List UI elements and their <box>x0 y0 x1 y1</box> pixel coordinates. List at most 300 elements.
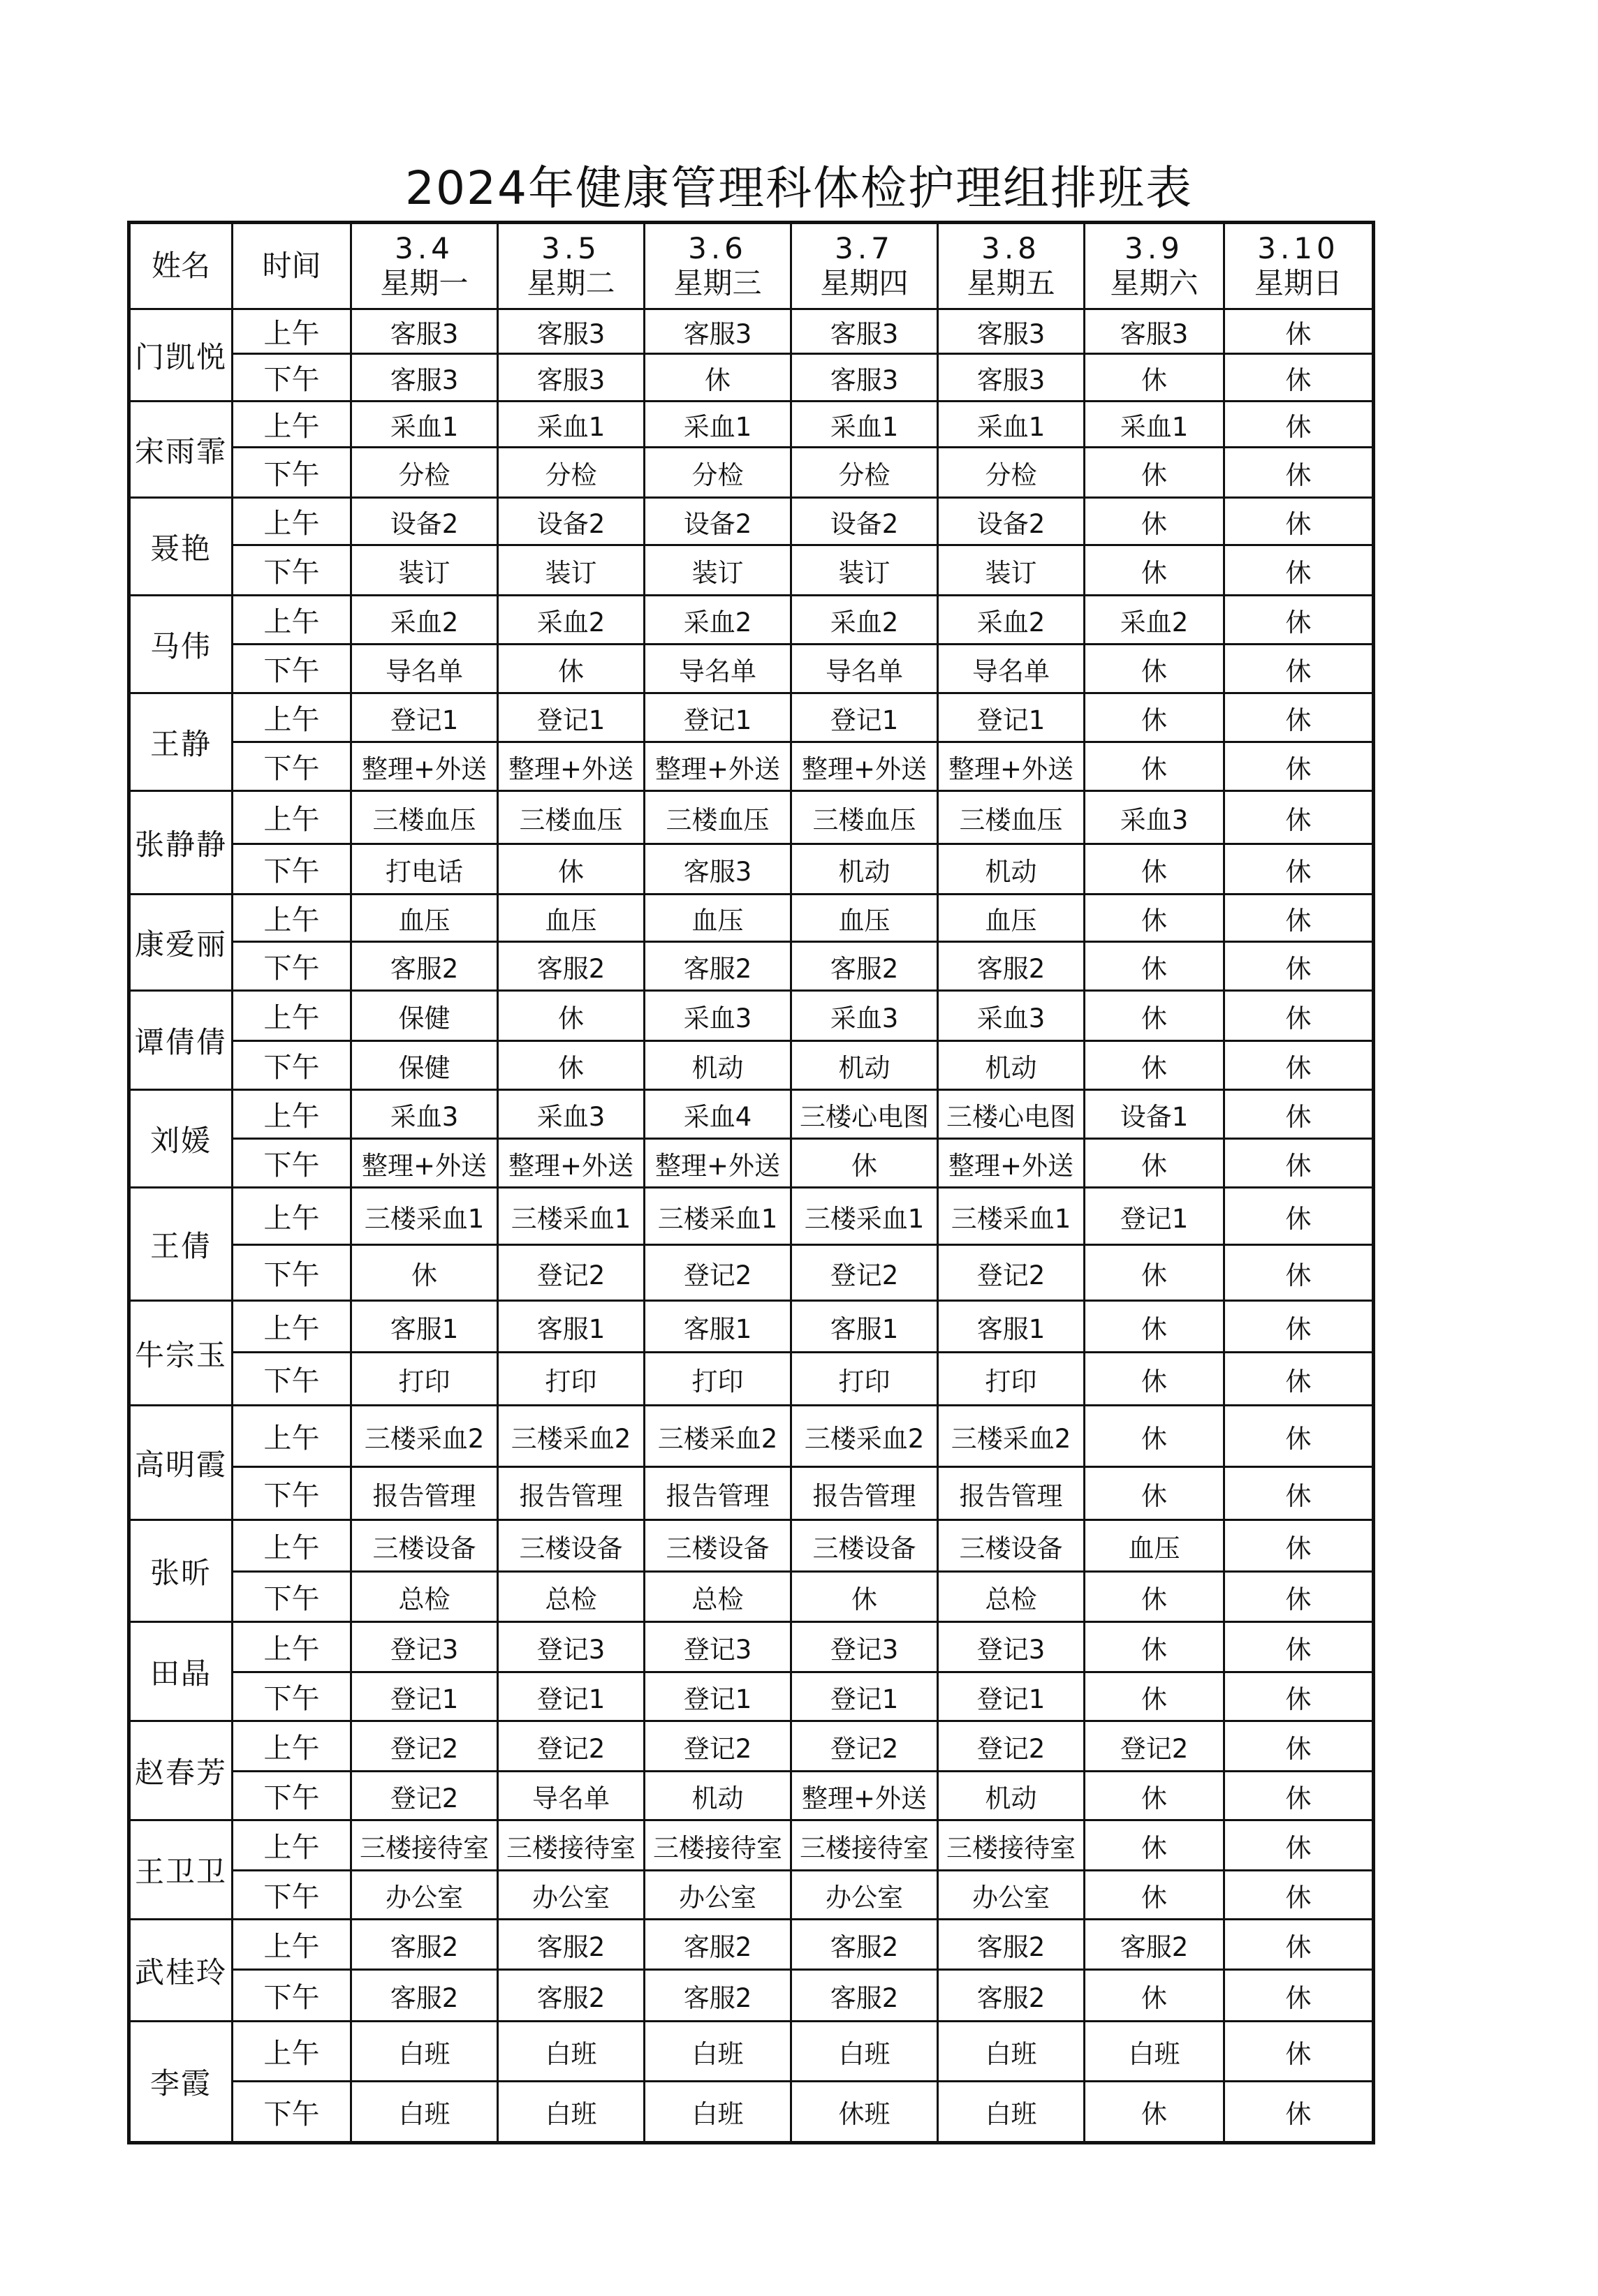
day-date: 3.4 <box>395 231 454 265</box>
staff-name: 谭倩倩 <box>129 991 233 1090</box>
schedule-row <box>129 1406 1374 1467</box>
duty-cell: 采血2 <box>791 596 938 645</box>
duty-cell: 休 <box>1085 942 1224 991</box>
duty-cell: 客服1 <box>645 1301 791 1353</box>
schedule-row <box>129 448 1374 498</box>
period-label: 下午 <box>233 1139 351 1188</box>
duty-cell: 登记2 <box>938 1245 1085 1301</box>
duty-cell: 休 <box>1085 1970 1224 2022</box>
header-row <box>129 223 1374 309</box>
duty-cell: 登记2 <box>1085 1721 1224 1772</box>
schedule-row <box>129 2082 1374 2143</box>
duty-cell: 办公室 <box>791 1871 938 1920</box>
schedule-body <box>129 309 1374 2143</box>
duty-cell: 三楼血压 <box>938 791 1085 844</box>
duty-cell: 登记1 <box>351 693 498 742</box>
duty-cell: 白班 <box>1085 2022 1224 2082</box>
duty-cell: 休 <box>1224 1406 1374 1467</box>
period-label: 下午 <box>233 1772 351 1820</box>
duty-cell: 三楼血压 <box>791 791 938 844</box>
duty-cell: 分检 <box>351 448 498 498</box>
duty-cell: 休 <box>1224 354 1374 402</box>
duty-cell: 保健 <box>351 991 498 1041</box>
duty-cell: 休 <box>1224 1871 1374 1920</box>
schedule-row <box>129 1820 1374 1871</box>
day-column-header <box>1085 223 1224 309</box>
schedule-row <box>129 645 1374 693</box>
duty-cell: 休 <box>1085 1301 1224 1353</box>
duty-cell: 客服2 <box>938 1970 1085 2022</box>
duty-cell: 三楼采血2 <box>498 1406 645 1467</box>
duty-cell: 休 <box>1224 791 1374 844</box>
duty-cell: 分检 <box>498 448 645 498</box>
duty-cell: 休 <box>1224 498 1374 545</box>
duty-cell: 血压 <box>1085 1520 1224 1572</box>
duty-cell: 三楼心电图 <box>938 1090 1085 1139</box>
schedule-row <box>129 1090 1374 1139</box>
period-label: 上午 <box>233 1520 351 1572</box>
duty-cell: 休 <box>1224 942 1374 991</box>
schedule-row <box>129 1721 1374 1772</box>
duty-cell: 设备2 <box>351 498 498 545</box>
duty-cell: 客服2 <box>351 942 498 991</box>
schedule-row <box>129 1871 1374 1920</box>
duty-cell: 客服2 <box>645 942 791 991</box>
day-column-header <box>938 223 1085 309</box>
duty-cell: 采血1 <box>938 402 1085 448</box>
duty-cell: 三楼血压 <box>645 791 791 844</box>
duty-cell: 登记1 <box>938 1672 1085 1721</box>
duty-cell: 客服2 <box>351 1920 498 1970</box>
duty-cell: 客服3 <box>938 309 1085 354</box>
duty-cell: 登记1 <box>498 1672 645 1721</box>
duty-cell: 血压 <box>645 895 791 942</box>
duty-cell: 登记3 <box>645 1622 791 1672</box>
duty-cell: 三楼接待室 <box>498 1820 645 1871</box>
duty-cell: 登记2 <box>791 1245 938 1301</box>
duty-cell: 白班 <box>938 2082 1085 2143</box>
duty-cell: 整理+外送 <box>938 742 1085 791</box>
duty-cell: 休 <box>1224 1820 1374 1871</box>
duty-cell: 登记1 <box>645 693 791 742</box>
duty-cell: 客服2 <box>498 1920 645 1970</box>
day-date: 3.6 <box>688 231 747 265</box>
duty-cell: 客服3 <box>791 309 938 354</box>
duty-cell: 休 <box>1085 1245 1224 1301</box>
period-label: 上午 <box>233 1820 351 1871</box>
duty-cell: 白班 <box>351 2082 498 2143</box>
schedule-row <box>129 2022 1374 2082</box>
schedule-row <box>129 498 1374 545</box>
duty-cell: 三楼采血2 <box>938 1406 1085 1467</box>
duty-cell: 休 <box>1085 1041 1224 1090</box>
duty-cell: 机动 <box>791 1041 938 1090</box>
duty-cell: 设备1 <box>1085 1090 1224 1139</box>
duty-cell: 休 <box>1085 1820 1224 1871</box>
duty-cell: 休 <box>498 1041 645 1090</box>
day-column-header <box>791 223 938 309</box>
duty-cell: 采血3 <box>351 1090 498 1139</box>
duty-cell: 登记1 <box>791 1672 938 1721</box>
duty-cell: 休 <box>1224 1090 1374 1139</box>
duty-cell: 登记3 <box>351 1622 498 1672</box>
duty-cell: 总检 <box>645 1572 791 1622</box>
duty-cell: 休 <box>1085 1467 1224 1520</box>
day-weekday: 星期四 <box>820 266 909 300</box>
duty-cell: 三楼心电图 <box>791 1090 938 1139</box>
duty-cell: 整理+外送 <box>498 742 645 791</box>
duty-cell: 客服2 <box>645 1920 791 1970</box>
schedule-row <box>129 1245 1374 1301</box>
duty-cell: 休 <box>1224 1721 1374 1772</box>
duty-cell: 客服2 <box>498 942 645 991</box>
duty-cell: 导名单 <box>351 645 498 693</box>
schedule-row <box>129 1772 1374 1820</box>
duty-cell: 血压 <box>938 895 1085 942</box>
period-label: 下午 <box>233 1572 351 1622</box>
duty-cell: 三楼设备 <box>645 1520 791 1572</box>
duty-cell: 休 <box>1085 1672 1224 1721</box>
period-label: 下午 <box>233 942 351 991</box>
duty-cell: 分检 <box>791 448 938 498</box>
duty-cell: 休 <box>1224 742 1374 791</box>
duty-cell: 保健 <box>351 1041 498 1090</box>
period-label: 下午 <box>233 645 351 693</box>
schedule-row <box>129 1572 1374 1622</box>
duty-cell: 打印 <box>938 1353 1085 1406</box>
duty-cell: 休 <box>351 1245 498 1301</box>
duty-cell: 采血2 <box>1085 596 1224 645</box>
day-weekday: 星期二 <box>527 266 615 300</box>
duty-cell: 休班 <box>791 2082 938 2143</box>
duty-cell: 客服3 <box>1085 309 1224 354</box>
day-date: 3.9 <box>1124 231 1184 265</box>
staff-name: 高明霞 <box>129 1406 233 1520</box>
period-label: 上午 <box>233 309 351 354</box>
duty-cell: 分检 <box>938 448 1085 498</box>
duty-cell: 整理+外送 <box>938 1139 1085 1188</box>
duty-cell: 休 <box>1224 545 1374 596</box>
duty-cell: 休 <box>1085 545 1224 596</box>
duty-cell: 登记2 <box>938 1721 1085 1772</box>
period-label: 上午 <box>233 693 351 742</box>
duty-cell: 整理+外送 <box>498 1139 645 1188</box>
period-label: 上午 <box>233 1090 351 1139</box>
duty-cell: 整理+外送 <box>791 1772 938 1820</box>
name-column-header: 姓名 <box>129 223 233 309</box>
duty-cell: 登记3 <box>498 1622 645 1672</box>
duty-cell: 登记2 <box>645 1721 791 1772</box>
page-title: 2024年健康管理科体检护理组排班表 <box>405 161 1193 215</box>
duty-cell: 装订 <box>351 545 498 596</box>
schedule-row <box>129 693 1374 742</box>
duty-cell: 打印 <box>645 1353 791 1406</box>
duty-cell: 导名单 <box>498 1772 645 1820</box>
staff-name: 牛宗玉 <box>129 1301 233 1406</box>
period-label: 上午 <box>233 1406 351 1467</box>
duty-cell: 登记2 <box>351 1721 498 1772</box>
schedule-row <box>129 1672 1374 1721</box>
period-label: 下午 <box>233 1672 351 1721</box>
duty-cell: 登记1 <box>498 693 645 742</box>
duty-cell: 机动 <box>938 844 1085 895</box>
period-label: 上午 <box>233 498 351 545</box>
duty-cell: 打印 <box>791 1353 938 1406</box>
duty-cell: 白班 <box>791 2022 938 2082</box>
duty-cell: 休 <box>1224 402 1374 448</box>
duty-cell: 采血3 <box>645 991 791 1041</box>
duty-cell: 整理+外送 <box>351 742 498 791</box>
duty-cell: 打印 <box>351 1353 498 1406</box>
period-label: 上午 <box>233 895 351 942</box>
period-label: 下午 <box>233 545 351 596</box>
duty-cell: 白班 <box>938 2022 1085 2082</box>
duty-cell: 三楼采血1 <box>645 1188 791 1245</box>
duty-cell: 登记1 <box>645 1672 791 1721</box>
duty-cell: 采血2 <box>645 596 791 645</box>
duty-cell: 休 <box>1085 991 1224 1041</box>
staff-name: 聂艳 <box>129 498 233 596</box>
staff-name: 王静 <box>129 693 233 791</box>
duty-cell: 白班 <box>498 2022 645 2082</box>
duty-cell: 休 <box>1224 1970 1374 2022</box>
duty-cell: 休 <box>1224 1772 1374 1820</box>
schedule-row <box>129 1920 1374 1970</box>
duty-cell: 办公室 <box>351 1871 498 1920</box>
duty-cell: 休 <box>1085 844 1224 895</box>
duty-cell: 采血1 <box>498 402 645 448</box>
duty-cell: 客服1 <box>938 1301 1085 1353</box>
schedule-row <box>129 1353 1374 1406</box>
schedule-row <box>129 402 1374 448</box>
duty-cell: 三楼采血1 <box>351 1188 498 1245</box>
schedule-row <box>129 991 1374 1041</box>
duty-cell: 休 <box>1085 895 1224 942</box>
duty-cell: 总检 <box>938 1572 1085 1622</box>
duty-cell: 机动 <box>938 1041 1085 1090</box>
schedule-row <box>129 1139 1374 1188</box>
duty-cell: 整理+外送 <box>645 742 791 791</box>
duty-cell: 采血3 <box>498 1090 645 1139</box>
duty-cell: 报告管理 <box>351 1467 498 1520</box>
period-label: 上午 <box>233 991 351 1041</box>
day-column-header <box>351 223 498 309</box>
duty-cell: 休 <box>1224 1245 1374 1301</box>
staff-name: 李霞 <box>129 2022 233 2143</box>
duty-cell: 总检 <box>498 1572 645 1622</box>
duty-cell: 休 <box>1085 2082 1224 2143</box>
duty-cell: 休 <box>1085 1871 1224 1920</box>
period-label: 下午 <box>233 1353 351 1406</box>
duty-cell: 三楼设备 <box>498 1520 645 1572</box>
duty-cell: 客服2 <box>791 942 938 991</box>
duty-cell: 采血1 <box>791 402 938 448</box>
duty-cell: 报告管理 <box>791 1467 938 1520</box>
duty-cell: 休 <box>1085 742 1224 791</box>
duty-cell: 三楼设备 <box>791 1520 938 1572</box>
duty-cell: 休 <box>1224 1301 1374 1353</box>
staff-name: 马伟 <box>129 596 233 693</box>
staff-name: 张静静 <box>129 791 233 895</box>
duty-cell: 客服1 <box>351 1301 498 1353</box>
duty-cell: 休 <box>791 1139 938 1188</box>
duty-cell: 报告管理 <box>645 1467 791 1520</box>
duty-cell: 休 <box>1085 1139 1224 1188</box>
duty-cell: 登记1 <box>351 1672 498 1721</box>
staff-name: 赵春芳 <box>129 1721 233 1820</box>
schedule-row <box>129 742 1374 791</box>
period-label: 下午 <box>233 844 351 895</box>
day-weekday: 星期三 <box>673 266 762 300</box>
duty-cell: 三楼采血2 <box>351 1406 498 1467</box>
period-label: 上午 <box>233 2022 351 2082</box>
duty-cell: 休 <box>1224 2082 1374 2143</box>
duty-cell: 客服2 <box>791 1920 938 1970</box>
staff-name: 刘媛 <box>129 1090 233 1188</box>
duty-cell: 三楼采血2 <box>791 1406 938 1467</box>
duty-cell: 休 <box>1224 991 1374 1041</box>
duty-cell: 登记1 <box>938 693 1085 742</box>
duty-cell: 报告管理 <box>498 1467 645 1520</box>
duty-cell: 办公室 <box>938 1871 1085 1920</box>
schedule-row <box>129 1970 1374 2022</box>
duty-cell: 休 <box>791 1572 938 1622</box>
duty-cell: 休 <box>1224 1920 1374 1970</box>
duty-cell: 休 <box>1085 645 1224 693</box>
duty-cell: 采血1 <box>351 402 498 448</box>
schedule-row <box>129 1622 1374 1672</box>
day-date: 3.8 <box>981 231 1041 265</box>
duty-cell: 三楼接待室 <box>351 1820 498 1871</box>
duty-cell: 装订 <box>791 545 938 596</box>
staff-name: 田晶 <box>129 1622 233 1721</box>
duty-cell: 登记3 <box>791 1622 938 1672</box>
duty-cell: 机动 <box>645 1041 791 1090</box>
period-label: 下午 <box>233 2082 351 2143</box>
duty-cell: 导名单 <box>938 645 1085 693</box>
duty-cell: 客服3 <box>645 309 791 354</box>
duty-cell: 休 <box>1085 1353 1224 1406</box>
schedule-row <box>129 309 1374 354</box>
duty-cell: 休 <box>1085 448 1224 498</box>
duty-cell: 采血1 <box>1085 402 1224 448</box>
duty-cell: 客服3 <box>351 354 498 402</box>
duty-cell: 血压 <box>791 895 938 942</box>
duty-cell: 三楼设备 <box>938 1520 1085 1572</box>
duty-cell: 休 <box>1224 1572 1374 1622</box>
duty-cell: 休 <box>1224 448 1374 498</box>
duty-cell: 采血2 <box>351 596 498 645</box>
duty-cell: 客服3 <box>938 354 1085 402</box>
period-label: 下午 <box>233 448 351 498</box>
duty-cell: 办公室 <box>498 1871 645 1920</box>
duty-cell: 登记2 <box>498 1245 645 1301</box>
duty-cell: 采血3 <box>938 991 1085 1041</box>
duty-cell: 休 <box>1224 1622 1374 1672</box>
duty-cell: 休 <box>645 354 791 402</box>
schedule-row <box>129 1467 1374 1520</box>
duty-cell: 三楼血压 <box>351 791 498 844</box>
duty-cell: 打电话 <box>351 844 498 895</box>
duty-cell: 休 <box>498 991 645 1041</box>
duty-cell: 白班 <box>498 2082 645 2143</box>
duty-cell: 设备2 <box>645 498 791 545</box>
duty-cell: 整理+外送 <box>791 742 938 791</box>
duty-cell: 客服3 <box>791 354 938 402</box>
period-label: 下午 <box>233 1245 351 1301</box>
day-weekday: 星期六 <box>1110 266 1198 300</box>
day-weekday: 星期一 <box>380 266 469 300</box>
duty-cell: 客服3 <box>351 309 498 354</box>
duty-cell: 登记2 <box>645 1245 791 1301</box>
staff-name: 张昕 <box>129 1520 233 1622</box>
duty-cell: 休 <box>1224 1139 1374 1188</box>
duty-cell: 装订 <box>645 545 791 596</box>
duty-cell: 休 <box>1224 1467 1374 1520</box>
period-label: 下午 <box>233 1041 351 1090</box>
duty-cell: 三楼接待室 <box>645 1820 791 1871</box>
day-date: 3.5 <box>541 231 601 265</box>
duty-cell: 白班 <box>351 2022 498 2082</box>
duty-cell: 客服3 <box>498 354 645 402</box>
duty-cell: 休 <box>1085 1406 1224 1467</box>
day-date: 3.10 <box>1257 231 1340 265</box>
duty-cell: 休 <box>1085 1622 1224 1672</box>
staff-name: 王倩 <box>129 1188 233 1301</box>
duty-cell: 血压 <box>498 895 645 942</box>
duty-cell: 机动 <box>938 1772 1085 1820</box>
day-weekday: 星期日 <box>1254 266 1342 300</box>
duty-cell: 客服2 <box>498 1970 645 2022</box>
schedule-row <box>129 844 1374 895</box>
staff-name: 宋雨霏 <box>129 402 233 498</box>
duty-cell: 三楼采血1 <box>498 1188 645 1245</box>
duty-cell: 休 <box>1224 2022 1374 2082</box>
duty-cell: 休 <box>1224 309 1374 354</box>
duty-cell: 休 <box>1224 895 1374 942</box>
duty-cell: 客服2 <box>645 1970 791 2022</box>
duty-cell: 休 <box>1224 596 1374 645</box>
duty-cell: 三楼接待室 <box>791 1820 938 1871</box>
duty-cell: 报告管理 <box>938 1467 1085 1520</box>
duty-cell: 设备2 <box>498 498 645 545</box>
period-label: 下午 <box>233 1871 351 1920</box>
duty-cell: 休 <box>1224 1353 1374 1406</box>
duty-cell: 登记2 <box>351 1772 498 1820</box>
duty-cell: 采血3 <box>791 991 938 1041</box>
duty-cell: 分检 <box>645 448 791 498</box>
duty-cell: 白班 <box>645 2022 791 2082</box>
schedule-row <box>129 354 1374 402</box>
duty-cell: 办公室 <box>645 1871 791 1920</box>
duty-cell: 采血2 <box>938 596 1085 645</box>
duty-cell: 休 <box>1224 1188 1374 1245</box>
duty-cell: 整理+外送 <box>351 1139 498 1188</box>
day-weekday: 星期五 <box>967 266 1055 300</box>
duty-cell: 三楼血压 <box>498 791 645 844</box>
duty-cell: 休 <box>498 844 645 895</box>
duty-cell: 客服2 <box>938 942 1085 991</box>
period-label: 上午 <box>233 791 351 844</box>
day-column-header <box>1224 223 1374 309</box>
duty-cell: 登记1 <box>791 693 938 742</box>
duty-cell: 采血4 <box>645 1090 791 1139</box>
duty-cell: 总检 <box>351 1572 498 1622</box>
day-date: 3.7 <box>835 231 894 265</box>
schedule-row <box>129 791 1374 844</box>
duty-cell: 休 <box>1085 1572 1224 1622</box>
duty-cell: 导名单 <box>791 645 938 693</box>
